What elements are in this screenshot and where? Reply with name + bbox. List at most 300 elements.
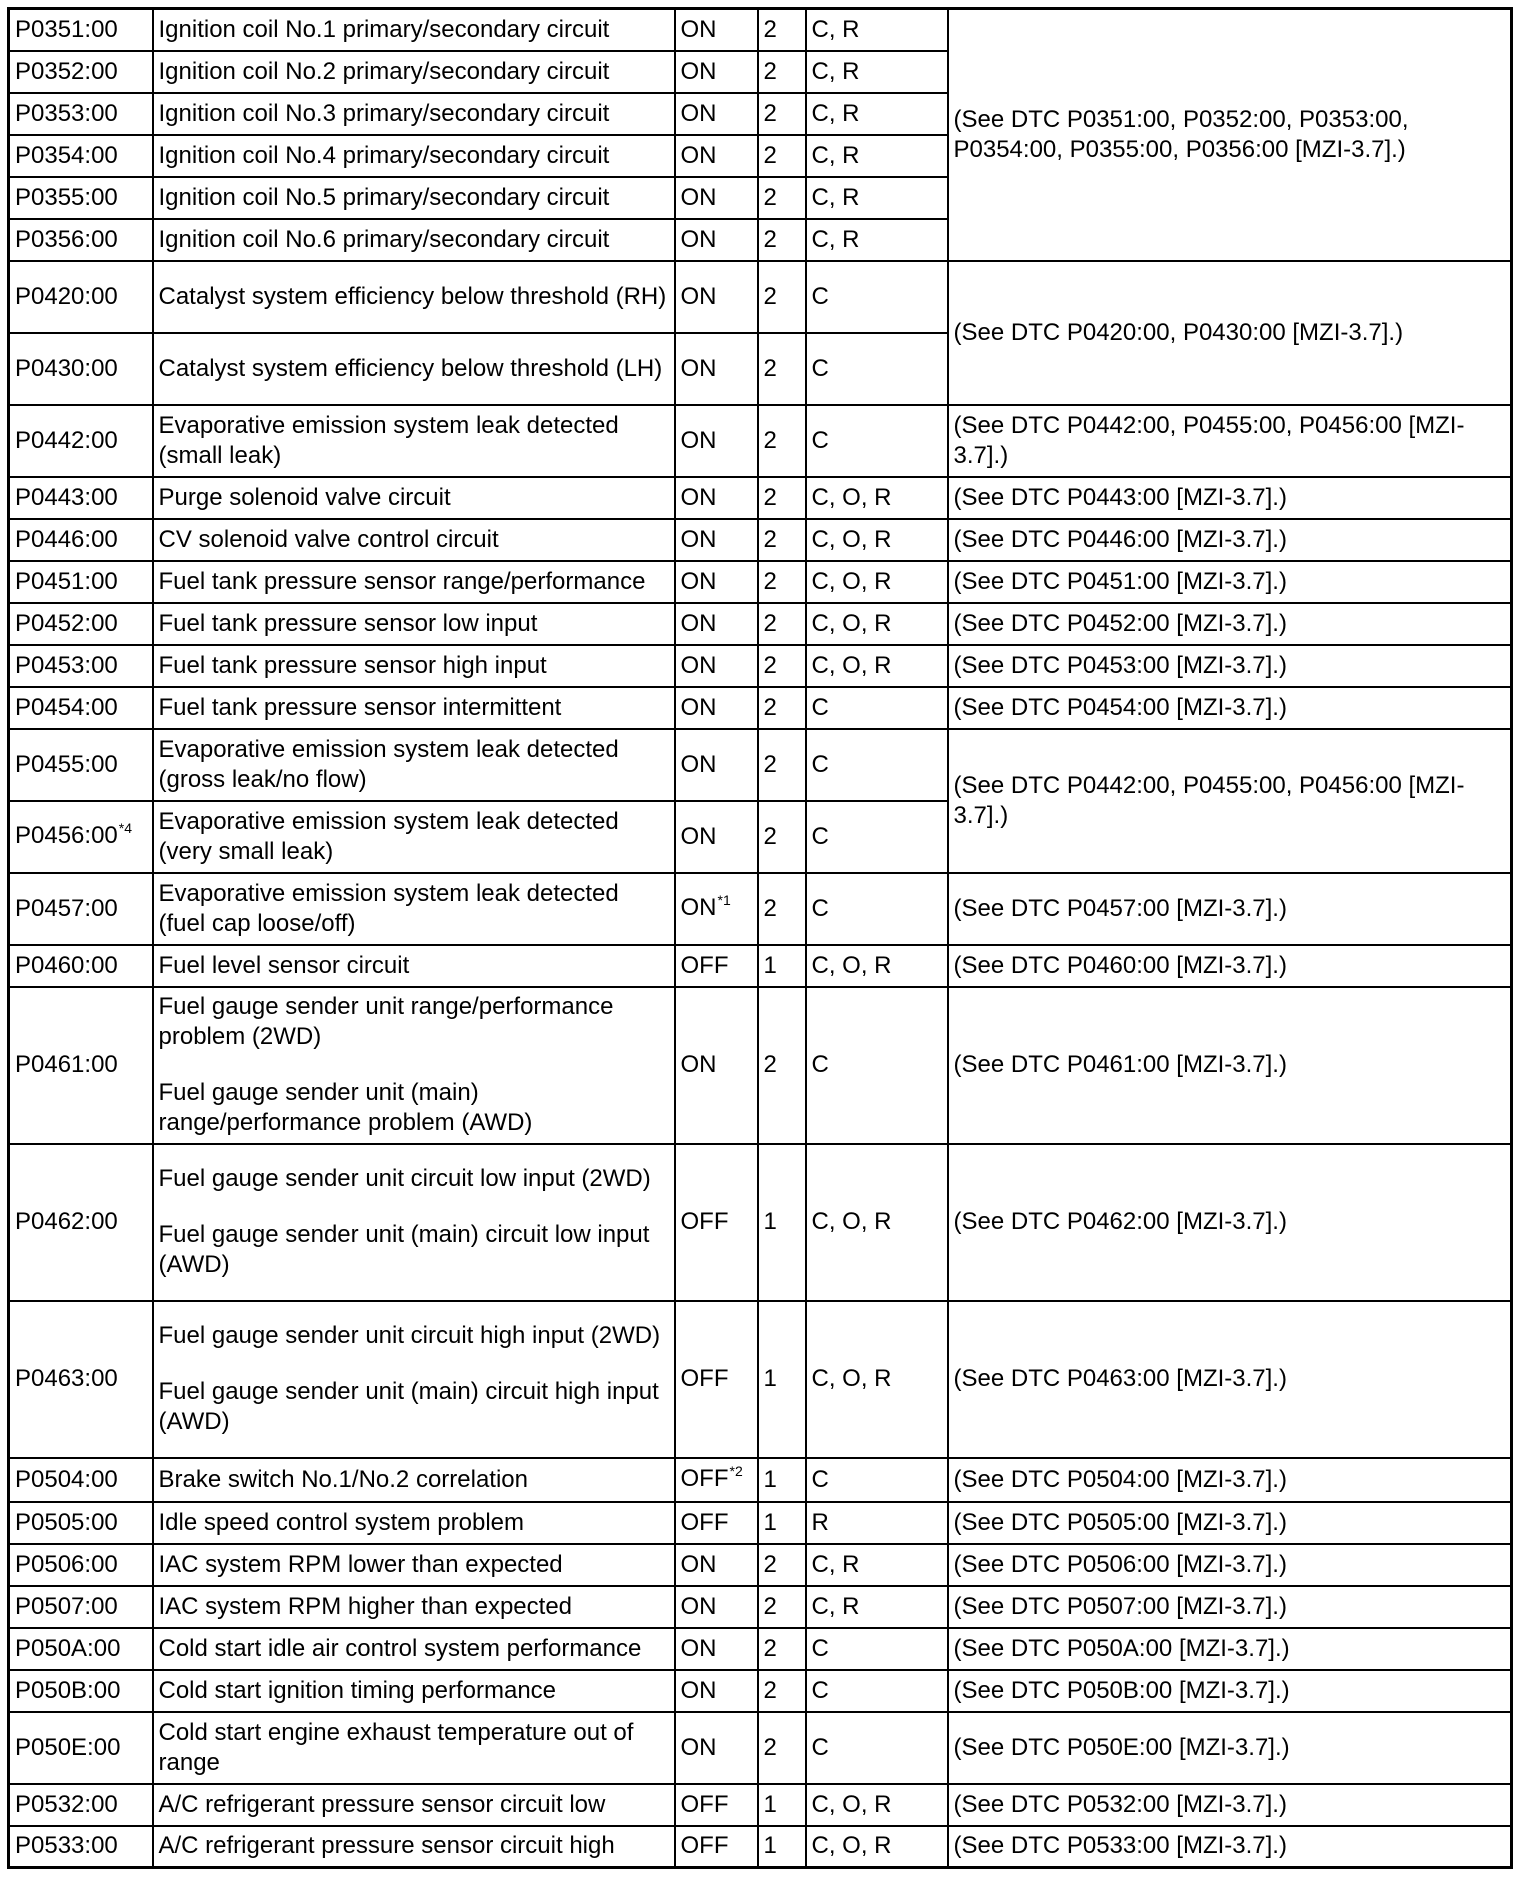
- drive-cycle-cell: 2: [758, 645, 806, 687]
- description-cell: [153, 1784, 675, 1826]
- remark-cell: (See DTC P0507:00 [MZI-3.7].): [948, 1586, 1512, 1628]
- mil-status: ON: [680, 651, 717, 679]
- mil-cell: [675, 1458, 758, 1502]
- monitor-item-cell: C, R: [806, 177, 948, 219]
- monitor-item-cell: C: [806, 873, 948, 945]
- description: IAC system RPM higher than expected: [158, 1592, 573, 1620]
- drive-cycle-cell: 2: [758, 51, 806, 93]
- description: Catalyst system efficiency below threshold (RH): [158, 282, 667, 310]
- mil-cell: [675, 135, 758, 177]
- dtc-code-cell: [9, 1628, 153, 1670]
- description: Evaporative emission system leak detected (gross leak/no flow): [158, 735, 619, 793]
- dtc-code-cell: [9, 561, 153, 603]
- monitor-item-cell: C, R: [806, 51, 948, 93]
- mil-status: ON: [680, 141, 717, 169]
- table-row: [9, 603, 1512, 645]
- footnote-mark: *4: [118, 819, 132, 836]
- dtc-code-cell: [9, 1826, 153, 1868]
- mil-status: ON: [680, 426, 717, 454]
- dtc-code-cell: [9, 333, 153, 405]
- description: Ignition coil No.1 primary/secondary circuit: [158, 15, 610, 43]
- dtc-code: P0430:00: [15, 354, 118, 382]
- dtc-code-cell: [9, 987, 153, 1144]
- mil-status: ON: [680, 99, 717, 127]
- remark-cell: (See DTC P0463:00 [MZI-3.7].): [948, 1301, 1512, 1458]
- dtc-code-cell: [9, 1670, 153, 1712]
- description: Catalyst system efficiency below threshold (LH): [158, 354, 663, 382]
- dtc-code-cell: [9, 1502, 153, 1544]
- dtc-code-cell: [9, 519, 153, 561]
- remark-cell: (See DTC P0460:00 [MZI-3.7].): [948, 945, 1512, 987]
- dtc-code-cell: [9, 51, 153, 93]
- dtc-code: P0355:00: [15, 183, 118, 211]
- monitor-item-cell: C: [806, 1712, 948, 1784]
- description-cell: [153, 945, 675, 987]
- remark-cell: (See DTC P0446:00 [MZI-3.7].): [948, 519, 1512, 561]
- mil-status: ON: [680, 183, 717, 211]
- monitor-item-cell: C, R: [806, 1586, 948, 1628]
- monitor-item-cell: C, O, R: [806, 561, 948, 603]
- remark-cell: (See DTC P0532:00 [MZI-3.7].): [948, 1784, 1512, 1826]
- mil-cell: [675, 177, 758, 219]
- remark-cell: (See DTC P0505:00 [MZI-3.7].): [948, 1502, 1512, 1544]
- dtc-code: P0420:00: [15, 282, 118, 310]
- remark-cell: (See DTC P0351:00, P0352:00, P0353:00, P0354:00, P0355:00, P0356:00 [MZI-3.7].): [948, 9, 1512, 261]
- mil-cell: [675, 1826, 758, 1868]
- drive-cycle-cell: 2: [758, 1670, 806, 1712]
- table-row: [9, 261, 1512, 333]
- monitor-item-cell: C, O, R: [806, 519, 948, 561]
- description: Evaporative emission system leak detected (very small leak): [158, 807, 619, 865]
- monitor-item-cell: C, R: [806, 219, 948, 261]
- table-row: [9, 729, 1512, 801]
- drive-cycle-cell: 1: [758, 1144, 806, 1301]
- remark-cell: (See DTC P0420:00, P0430:00 [MZI-3.7].): [948, 261, 1512, 405]
- remark-cell: (See DTC P0453:00 [MZI-3.7].): [948, 645, 1512, 687]
- description-cell: [153, 1628, 675, 1670]
- drive-cycle-cell: 2: [758, 729, 806, 801]
- remark-cell: (See DTC P0452:00 [MZI-3.7].): [948, 603, 1512, 645]
- drive-cycle-cell: 2: [758, 519, 806, 561]
- remark-cell: (See DTC P0442:00, P0455:00, P0456:00 [MZI-3.7].): [948, 405, 1512, 477]
- dtc-code-cell: [9, 93, 153, 135]
- description-cell: [153, 987, 675, 1144]
- description: Cold start engine exhaust temperature out of range: [158, 1718, 634, 1776]
- table-row: [9, 1301, 1512, 1458]
- drive-cycle-cell: 2: [758, 873, 806, 945]
- table-row: [9, 987, 1512, 1144]
- mil-status: ON: [680, 354, 717, 382]
- description: Idle speed control system problem: [158, 1508, 525, 1536]
- table-row: [9, 645, 1512, 687]
- description-cell: [153, 477, 675, 519]
- remark-cell: (See DTC P0454:00 [MZI-3.7].): [948, 687, 1512, 729]
- dtc-code-cell: [9, 729, 153, 801]
- dtc-code: P0453:00: [15, 651, 118, 679]
- description-cell: [153, 51, 675, 93]
- dtc-code: P0352:00: [15, 57, 118, 85]
- mil-status: ON: [680, 693, 717, 721]
- remark-cell: (See DTC P0443:00 [MZI-3.7].): [948, 477, 1512, 519]
- dtc-code-cell: [9, 1586, 153, 1628]
- dtc-code: P0443:00: [15, 483, 118, 511]
- dtc-code-cell: [9, 9, 153, 51]
- mil-status: ON: [680, 893, 717, 921]
- monitor-item-cell: C, R: [806, 93, 948, 135]
- dtc-code: P0456:00: [15, 821, 118, 849]
- table-row: [9, 1458, 1512, 1502]
- description-cell: [153, 801, 675, 873]
- description-cell: [153, 135, 675, 177]
- mil-status: OFF: [680, 1208, 729, 1235]
- mil-status: OFF: [680, 1790, 729, 1818]
- monitor-item-cell: C, R: [806, 1544, 948, 1586]
- dtc-code: P050B:00: [15, 1676, 121, 1704]
- description-cell: [153, 1144, 675, 1301]
- table-row: [9, 1586, 1512, 1628]
- footnote-mark: *1: [717, 891, 731, 908]
- monitor-item-cell: C, O, R: [806, 477, 948, 519]
- remark-cell: (See DTC P0533:00 [MZI-3.7].): [948, 1826, 1512, 1868]
- dtc-code-cell: [9, 687, 153, 729]
- description: Evaporative emission system leak detected (small leak): [158, 411, 619, 469]
- mil-status: ON: [680, 525, 717, 553]
- remark-cell: (See DTC P0462:00 [MZI-3.7].): [948, 1144, 1512, 1301]
- mil-status: ON: [680, 1634, 717, 1662]
- drive-cycle-cell: 1: [758, 945, 806, 987]
- dtc-code-cell: [9, 405, 153, 477]
- description-cell: [153, 9, 675, 51]
- mil-cell: [675, 51, 758, 93]
- description-cell: [153, 729, 675, 801]
- mil-cell: [675, 519, 758, 561]
- drive-cycle-cell: 2: [758, 1712, 806, 1784]
- drive-cycle-cell: 1: [758, 1502, 806, 1544]
- monitor-item-cell: C: [806, 405, 948, 477]
- table-row: [9, 561, 1512, 603]
- mil-cell: [675, 333, 758, 405]
- drive-cycle-cell: 2: [758, 477, 806, 519]
- mil-status: ON: [680, 1550, 717, 1578]
- mil-cell: [675, 1301, 758, 1458]
- dtc-code: P0462:00: [15, 1208, 118, 1235]
- dtc-code: P0504:00: [15, 1465, 118, 1493]
- drive-cycle-cell: 2: [758, 1628, 806, 1670]
- mil-cell: [675, 1144, 758, 1301]
- description-cell: [153, 405, 675, 477]
- drive-cycle-cell: 2: [758, 219, 806, 261]
- mil-cell: [675, 1628, 758, 1670]
- dtc-code-cell: [9, 1544, 153, 1586]
- dtc-code: P0463:00: [15, 1365, 118, 1392]
- description: Fuel gauge sender unit circuit high input (2WD): [158, 1322, 661, 1349]
- dtc-code-cell: [9, 873, 153, 945]
- monitor-item-cell: C: [806, 261, 948, 333]
- description-cell: [153, 219, 675, 261]
- table-row: [9, 945, 1512, 987]
- monitor-item-cell: C: [806, 687, 948, 729]
- dtc-code: P0454:00: [15, 693, 118, 721]
- dtc-code: P0353:00: [15, 99, 118, 127]
- description-cell: [153, 1670, 675, 1712]
- dtc-code: P0451:00: [15, 567, 118, 595]
- drive-cycle-cell: 2: [758, 603, 806, 645]
- monitor-item-cell: C, O, R: [806, 603, 948, 645]
- monitor-item-cell: C: [806, 987, 948, 1144]
- mil-status: ON: [680, 282, 717, 310]
- drive-cycle-cell: 2: [758, 177, 806, 219]
- table-row: [9, 9, 1512, 51]
- drive-cycle-cell: 2: [758, 1544, 806, 1586]
- dtc-code: P0506:00: [15, 1550, 118, 1578]
- description: Fuel tank pressure sensor intermittent: [158, 693, 562, 721]
- description-awd: Fuel gauge sender unit (main) circuit high input (AWD): [158, 1378, 659, 1435]
- monitor-item-cell: C, O, R: [806, 1826, 948, 1868]
- description: Ignition coil No.2 primary/secondary circuit: [158, 57, 610, 85]
- table-row: [9, 1544, 1512, 1586]
- dtc-code-cell: [9, 1301, 153, 1458]
- dtc-code-cell: [9, 801, 153, 873]
- remark-cell: (See DTC P0504:00 [MZI-3.7].): [948, 1458, 1512, 1502]
- remark-cell: (See DTC P0461:00 [MZI-3.7].): [948, 987, 1512, 1144]
- drive-cycle-cell: 2: [758, 801, 806, 873]
- dtc-code: P0356:00: [15, 225, 118, 253]
- description: CV solenoid valve control circuit: [158, 525, 499, 553]
- dtc-code: P0533:00: [15, 1832, 118, 1860]
- monitor-item-cell: C, O, R: [806, 1144, 948, 1301]
- table-row: [9, 1712, 1512, 1784]
- description-cell: [153, 177, 675, 219]
- monitor-item-cell: C, R: [806, 9, 948, 51]
- footnote-mark: *2: [729, 1462, 743, 1479]
- drive-cycle-cell: 2: [758, 1586, 806, 1628]
- dtc-code-cell: [9, 177, 153, 219]
- mil-status: ON: [680, 1051, 717, 1078]
- dtc-code: P0455:00: [15, 750, 118, 778]
- dtc-code: P0505:00: [15, 1508, 118, 1536]
- monitor-item-cell: C, O, R: [806, 1784, 948, 1826]
- description: Fuel gauge sender unit circuit low input (2WD): [158, 1165, 651, 1192]
- description-cell: [153, 1826, 675, 1868]
- mil-cell: [675, 93, 758, 135]
- description: IAC system RPM lower than expected: [158, 1550, 563, 1578]
- dtc-code-cell: [9, 1458, 153, 1502]
- monitor-item-cell: C: [806, 729, 948, 801]
- monitor-item-cell: C: [806, 1670, 948, 1712]
- dtc-code: P050E:00: [15, 1733, 121, 1761]
- description-cell: [153, 687, 675, 729]
- dtc-table: [7, 7, 1513, 1869]
- description-awd: Fuel gauge sender unit (main) circuit low input (AWD): [158, 1221, 650, 1278]
- drive-cycle-cell: 2: [758, 135, 806, 177]
- dtc-code: P0452:00: [15, 609, 118, 637]
- dtc-code: P0532:00: [15, 1790, 118, 1818]
- mil-cell: [675, 645, 758, 687]
- description-cell: [153, 519, 675, 561]
- drive-cycle-cell: 2: [758, 9, 806, 51]
- mil-status: ON: [680, 567, 717, 595]
- table-row: [9, 405, 1512, 477]
- mil-cell: [675, 1712, 758, 1784]
- monitor-item-cell: C, O, R: [806, 645, 948, 687]
- description-cell: [153, 1712, 675, 1784]
- description-cell: [153, 645, 675, 687]
- description-cell: [153, 1301, 675, 1458]
- table-row: [9, 1826, 1512, 1868]
- mil-status: ON: [680, 1733, 717, 1761]
- mil-status: ON: [680, 15, 717, 43]
- mil-status: ON: [680, 609, 717, 637]
- description: A/C refrigerant pressure sensor circuit low: [158, 1790, 606, 1818]
- dtc-code: P0446:00: [15, 525, 118, 553]
- drive-cycle-cell: 1: [758, 1784, 806, 1826]
- dtc-code-cell: [9, 261, 153, 333]
- table-row: [9, 477, 1512, 519]
- dtc-code: P0507:00: [15, 1592, 118, 1620]
- monitor-item-cell: C: [806, 1628, 948, 1670]
- dtc-code-cell: [9, 645, 153, 687]
- mil-cell: [675, 987, 758, 1144]
- description-cell: [153, 333, 675, 405]
- description-cell: [153, 1544, 675, 1586]
- mil-status: ON: [680, 822, 717, 850]
- mil-status: ON: [680, 225, 717, 253]
- dtc-code-cell: [9, 1784, 153, 1826]
- drive-cycle-cell: 2: [758, 333, 806, 405]
- drive-cycle-cell: 2: [758, 93, 806, 135]
- mil-status: OFF: [680, 951, 729, 979]
- drive-cycle-cell: 1: [758, 1826, 806, 1868]
- description: Cold start ignition timing performance: [158, 1676, 557, 1704]
- description: Purge solenoid valve circuit: [158, 483, 451, 511]
- description: Ignition coil No.3 primary/secondary circuit: [158, 99, 610, 127]
- dtc-code: P050A:00: [15, 1634, 121, 1662]
- dtc-code-cell: [9, 135, 153, 177]
- mil-cell: [675, 729, 758, 801]
- description: Ignition coil No.4 primary/secondary circuit: [158, 141, 610, 169]
- mil-cell: [675, 603, 758, 645]
- monitor-item-cell: C: [806, 333, 948, 405]
- monitor-item-cell: C, O, R: [806, 1301, 948, 1458]
- drive-cycle-cell: 1: [758, 1458, 806, 1502]
- remark-cell: (See DTC P050A:00 [MZI-3.7].): [948, 1628, 1512, 1670]
- dtc-code-cell: [9, 603, 153, 645]
- remark-cell: (See DTC P0442:00, P0455:00, P0456:00 [MZI-3.7].): [948, 729, 1512, 873]
- table-row: [9, 1502, 1512, 1544]
- mil-cell: [675, 219, 758, 261]
- dtc-code: P0460:00: [15, 951, 118, 979]
- mil-cell: [675, 261, 758, 333]
- drive-cycle-cell: 2: [758, 561, 806, 603]
- mil-cell: [675, 1784, 758, 1826]
- remark-cell: (See DTC P0506:00 [MZI-3.7].): [948, 1544, 1512, 1586]
- description: Fuel level sensor circuit: [158, 951, 410, 979]
- mil-cell: [675, 873, 758, 945]
- dtc-code-cell: [9, 945, 153, 987]
- monitor-item-cell: C, O, R: [806, 945, 948, 987]
- mil-status: ON: [680, 1592, 717, 1620]
- mil-cell: [675, 1544, 758, 1586]
- mil-status: ON: [680, 483, 717, 511]
- description: Fuel tank pressure sensor low input: [158, 609, 538, 637]
- mil-status: ON: [680, 57, 717, 85]
- mil-status: OFF: [680, 1365, 729, 1392]
- description: Fuel gauge sender unit range/performance problem (2WD): [158, 993, 614, 1050]
- drive-cycle-cell: 2: [758, 987, 806, 1144]
- description: Evaporative emission system leak detected (fuel cap loose/off): [158, 879, 619, 937]
- monitor-item-cell: C: [806, 801, 948, 873]
- mil-cell: [675, 9, 758, 51]
- description-cell: [153, 873, 675, 945]
- dtc-code-cell: [9, 477, 153, 519]
- description-cell: [153, 603, 675, 645]
- mil-cell: [675, 405, 758, 477]
- drive-cycle-cell: 2: [758, 261, 806, 333]
- dtc-code: P0457:00: [15, 894, 118, 922]
- drive-cycle-cell: 2: [758, 687, 806, 729]
- table-row: [9, 1670, 1512, 1712]
- dtc-code-cell: [9, 1712, 153, 1784]
- mil-cell: [675, 561, 758, 603]
- description: Ignition coil No.6 primary/secondary circuit: [158, 225, 610, 253]
- mil-status: OFF: [680, 1464, 729, 1492]
- dtc-code-cell: [9, 219, 153, 261]
- table-row: [9, 1144, 1512, 1301]
- dtc-code-cell: [9, 1144, 153, 1301]
- monitor-item-cell: C, R: [806, 135, 948, 177]
- table-row: [9, 687, 1512, 729]
- table-row: [9, 519, 1512, 561]
- mil-cell: [675, 1502, 758, 1544]
- remark-cell: (See DTC P0451:00 [MZI-3.7].): [948, 561, 1512, 603]
- mil-cell: [675, 801, 758, 873]
- table-row: [9, 1784, 1512, 1826]
- mil-cell: [675, 1586, 758, 1628]
- remark-cell: (See DTC P050E:00 [MZI-3.7].): [948, 1712, 1512, 1784]
- mil-cell: [675, 477, 758, 519]
- description-cell: [153, 261, 675, 333]
- mil-status: ON: [680, 1676, 717, 1704]
- remark-cell: (See DTC P050B:00 [MZI-3.7].): [948, 1670, 1512, 1712]
- description-cell: [153, 1502, 675, 1544]
- dtc-code: P0354:00: [15, 141, 118, 169]
- description: Fuel tank pressure sensor high input: [158, 651, 547, 679]
- description: Ignition coil No.5 primary/secondary circuit: [158, 183, 610, 211]
- dtc-code: P0351:00: [15, 15, 118, 43]
- drive-cycle-cell: 1: [758, 1301, 806, 1458]
- mil-cell: [675, 945, 758, 987]
- mil-cell: [675, 687, 758, 729]
- mil-status: ON: [680, 750, 717, 778]
- table-row: [9, 873, 1512, 945]
- drive-cycle-cell: 2: [758, 405, 806, 477]
- description-cell: [153, 93, 675, 135]
- description: A/C refrigerant pressure sensor circuit high: [158, 1832, 615, 1860]
- monitor-item-cell: R: [806, 1502, 948, 1544]
- description-cell: [153, 561, 675, 603]
- description-cell: [153, 1458, 675, 1502]
- description: Fuel tank pressure sensor range/performance: [158, 567, 646, 595]
- dtc-code: P0461:00: [15, 1051, 118, 1078]
- dtc-code: P0442:00: [15, 426, 118, 454]
- remark-cell: (See DTC P0457:00 [MZI-3.7].): [948, 873, 1512, 945]
- table-row: [9, 1628, 1512, 1670]
- mil-cell: [675, 1670, 758, 1712]
- description: Brake switch No.1/No.2 correlation: [158, 1465, 528, 1493]
- mil-status: OFF: [680, 1508, 729, 1536]
- mil-status: OFF: [680, 1832, 729, 1860]
- description-awd: Fuel gauge sender unit (main) range/performance problem (AWD): [158, 1079, 533, 1136]
